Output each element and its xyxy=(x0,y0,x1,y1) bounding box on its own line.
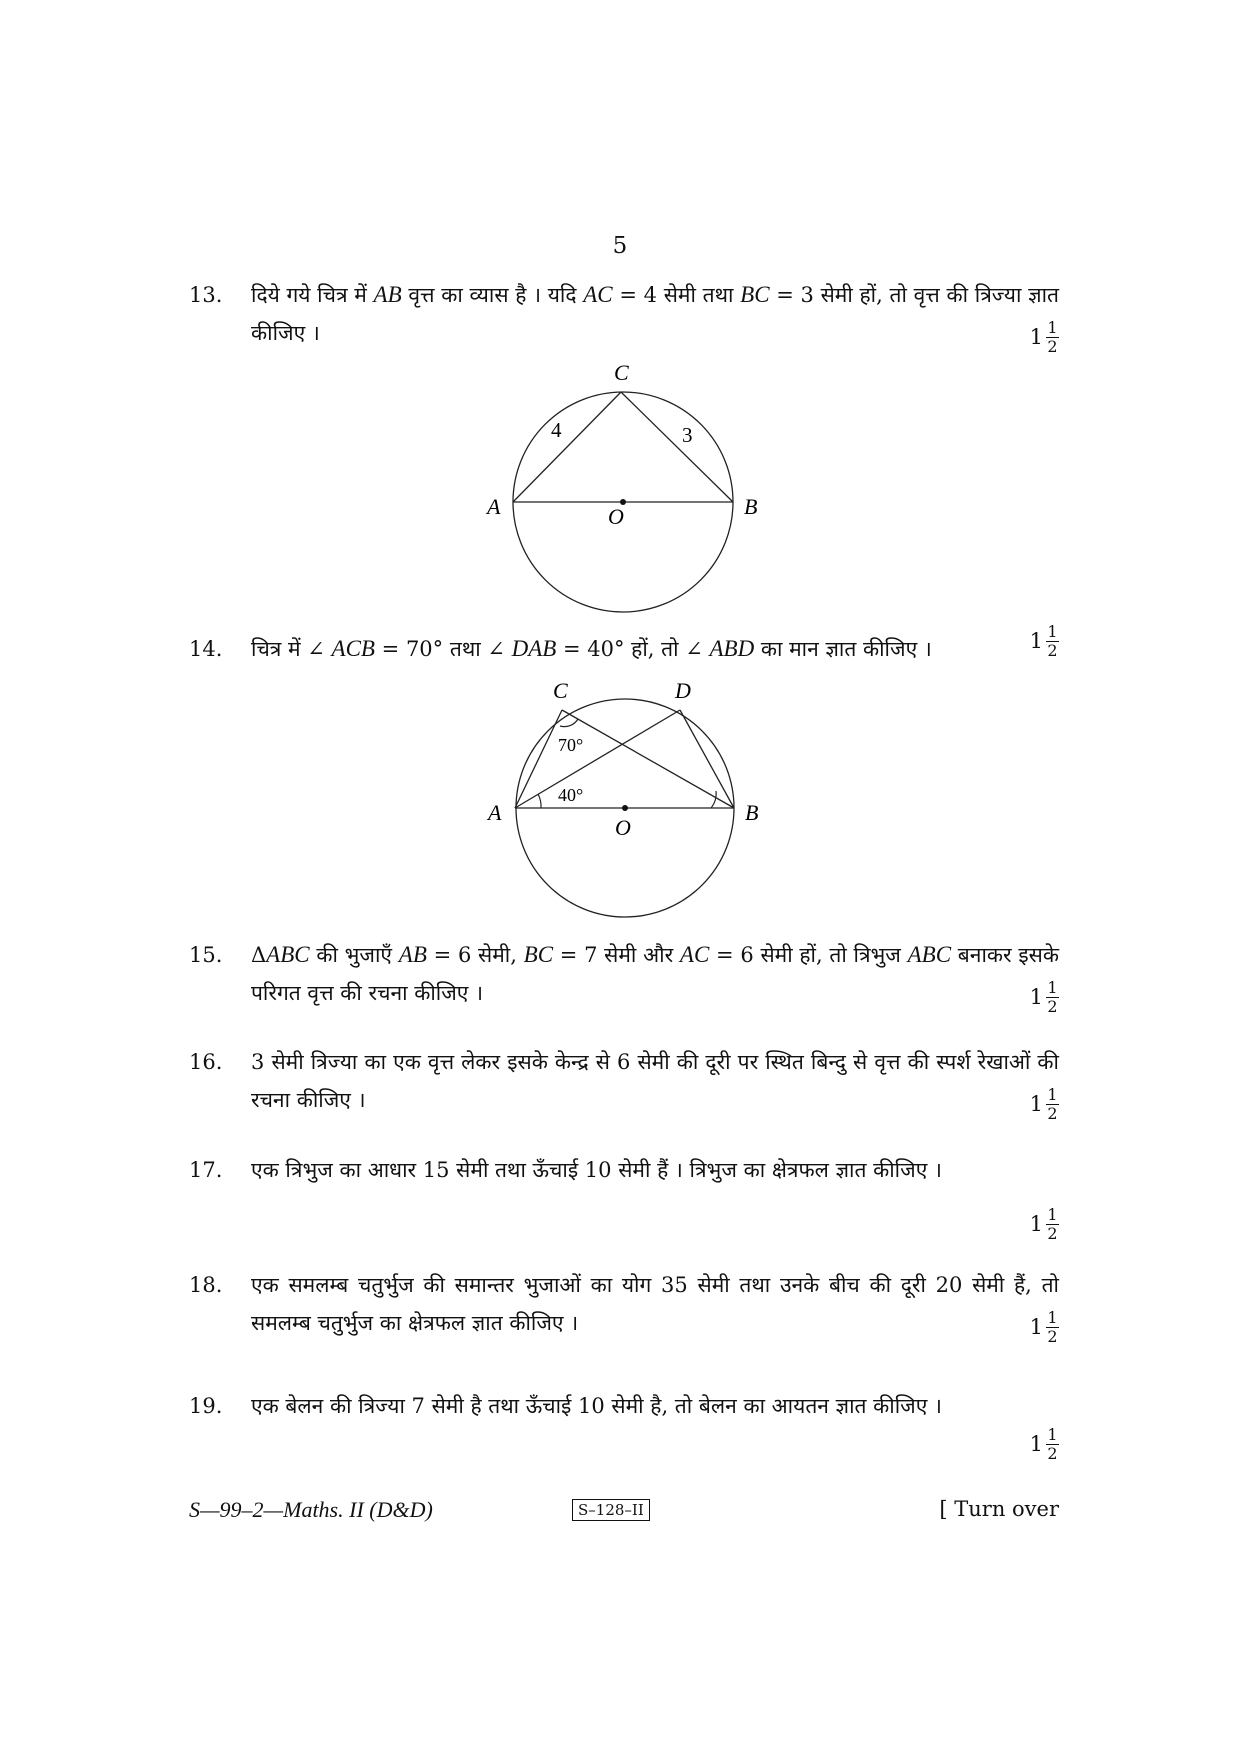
question-13 xyxy=(189,276,1060,356)
marks: 1 1 2 xyxy=(1029,977,1058,1016)
marks: 1 1 2 xyxy=(1029,1084,1058,1123)
question-text: एक बेलन की त्रिज्या 7 सेमी है तथा ऊँचाई 10 सेमी है, तो बेलन का आयतन ज्ञात कीजिए । xyxy=(251,1394,943,1418)
question-number: 18. xyxy=(189,1273,223,1297)
question-text: 3 सेमी त्रिज्या का एक वृत्त लेकर इसके केन्द्र से 6 सेमी की दूरी पर स्थित बिन्दु से वृत्त की स्पर्श रेखाओं की रचना कीजिए । xyxy=(251,1050,1059,1112)
label-o: O xyxy=(615,815,631,840)
question-text: एक समलम्ब चतुर्भुज की समान्तर भुजाओं का योग 35 सेमी तथा उनके बीच की दूरी 20 सेमी हैं, तो समलम्ब चतुर्भुज का क्षेत्रफल ज्ञात कीजिए । xyxy=(251,1273,1059,1335)
footer-turn-over: [ Turn over xyxy=(939,1497,1059,1521)
label-o: O xyxy=(608,504,624,529)
label-side-4: 4 xyxy=(551,418,562,442)
question-number: 16. xyxy=(189,1050,223,1074)
figure-circle-quadrilateral xyxy=(470,675,770,925)
question-15 xyxy=(189,936,1059,1016)
question-16 xyxy=(189,1043,1059,1123)
question-text: दिये गये चित्र में AB वृत्त का व्यास है । यदि AC = 4 सेमी तथा BC = 3 सेमी हों, तो वृत्त की त्रिज्या ज्ञात कीजिए । xyxy=(251,282,1060,345)
question-17 xyxy=(189,1151,1059,1243)
question-text: चित्र में ∠ ACB = 70° तथा ∠ DAB = 40° हों, तो ∠ ABD का मान ज्ञात कीजिए । xyxy=(251,636,932,661)
label-angle-70: 70° xyxy=(558,735,584,755)
question-number: 13. xyxy=(189,283,223,307)
label-angle-40: 40° xyxy=(558,785,584,805)
footer-series-box: S–128–II xyxy=(572,1499,650,1521)
question-number: 15. xyxy=(189,943,223,967)
label-a: A xyxy=(488,800,502,825)
question-number: 17. xyxy=(189,1158,223,1182)
question-number: 14. xyxy=(189,637,223,661)
question-14 xyxy=(189,621,1059,668)
question-19 xyxy=(189,1387,1059,1463)
page-number: 5 xyxy=(612,233,628,259)
marks: 1 1 2 xyxy=(1029,621,1058,660)
marks: 1 1 2 xyxy=(1029,1307,1058,1346)
question-text: ΔABC की भुजाएँ AB = 6 सेमी, BC = 7 सेमी और AC = 6 सेमी हों, तो त्रिभुज ABC बनाकर इसके परिगत वृत्त की रचना कीजिए । xyxy=(251,942,1059,1005)
question-18 xyxy=(189,1266,1059,1346)
figure-circle-triangle xyxy=(470,355,770,615)
marks: 1 1 2 xyxy=(1029,1424,1058,1463)
label-b: B xyxy=(745,800,759,825)
label-d: D xyxy=(675,678,691,703)
label-c: C xyxy=(614,360,629,385)
question-text: एक त्रिभुज का आधार 15 सेमी तथा ऊँचाई 10 सेमी हैं । त्रिभुज का क्षेत्रफल ज्ञात कीजिए । xyxy=(251,1158,942,1182)
label-side-3: 3 xyxy=(682,423,693,447)
label-c: C xyxy=(553,678,568,703)
label-a: A xyxy=(487,494,501,519)
footer-paper-code: S—99–2—Maths. II (D&D) xyxy=(189,1497,433,1522)
marks: 1 1 2 xyxy=(1029,1204,1058,1243)
label-b: B xyxy=(744,494,758,519)
page-footer xyxy=(189,1497,1059,1527)
question-number: 19. xyxy=(189,1394,223,1418)
marks: 1 1 2 xyxy=(1029,317,1058,356)
